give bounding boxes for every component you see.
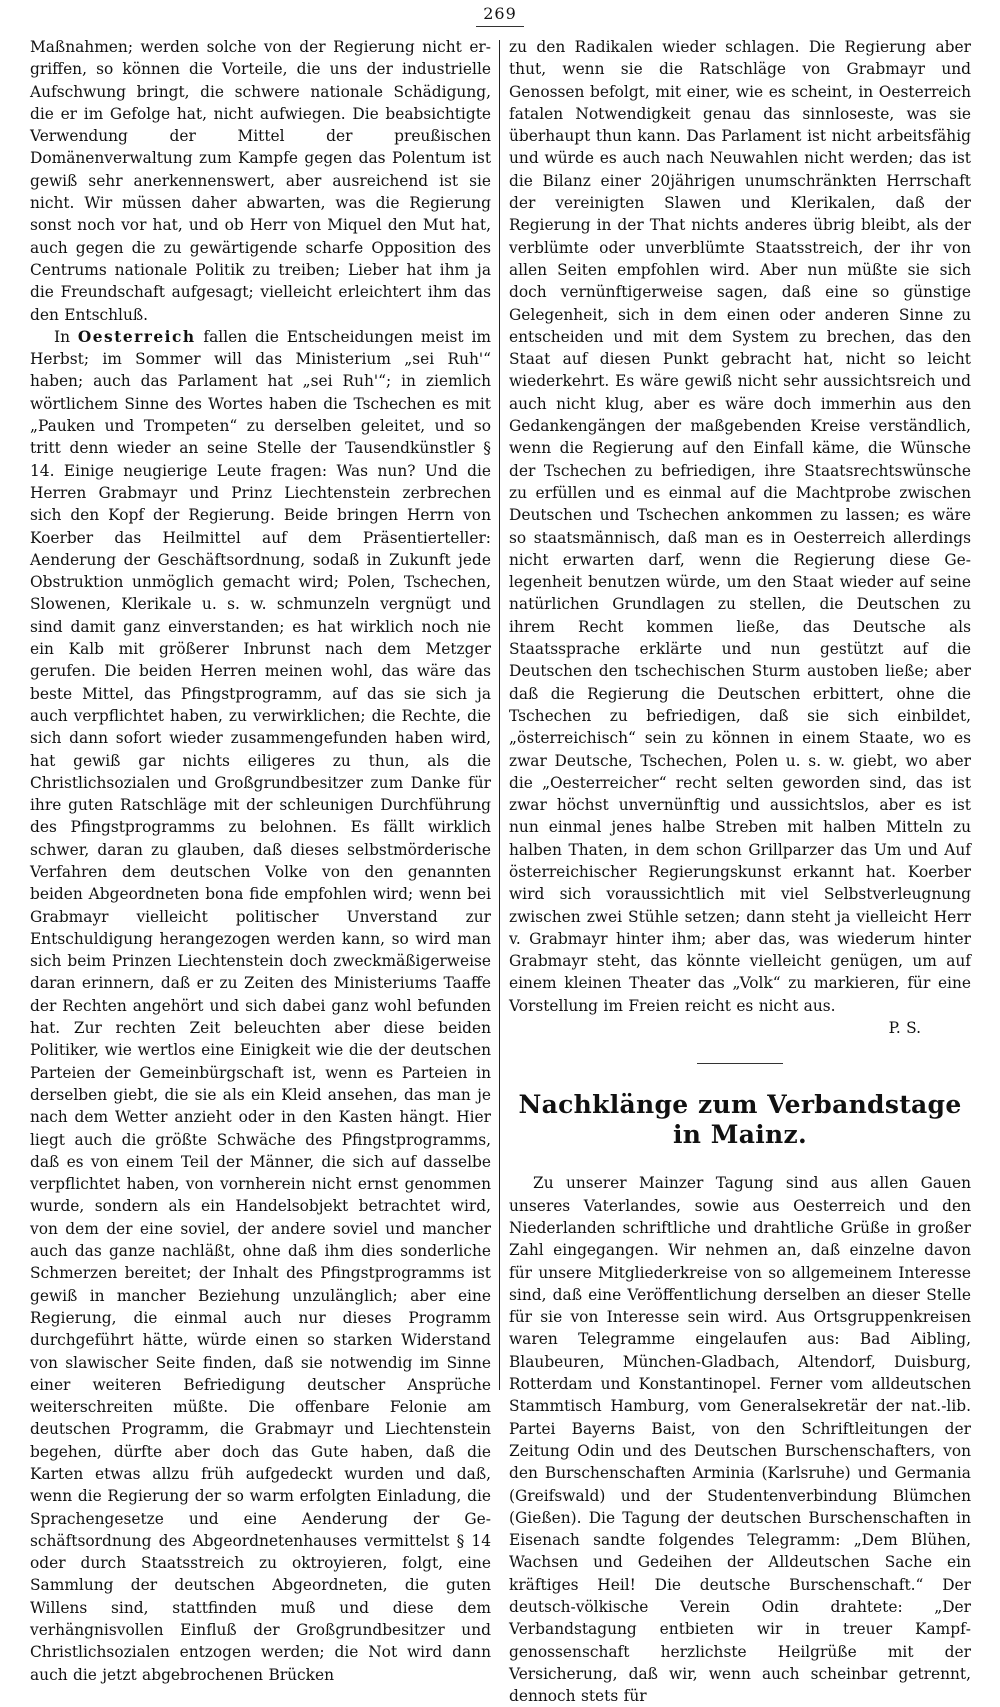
right-paragraph-2: Zu unserer Mainzer Tagung sind aus allen Gauen unseres Vaterlandes, sowie aus Oesterreich und den Niederlanden schriftliche und drahtliche Grüße in großer Zahl eingegangen. Wir nehmen an, daß einzelne davon für unsere Mitgliederkreise von so allgemeinem Interesse sind, daß eine Veröffentlichung derselben an dieser Stelle für sie von Interesse sein wird. Aus Ortsgruppenkreisen waren Telegramme eingelaufen aus: Bad Aibling, Blaubeuren, München-Gladbach, Altendorf, Duisburg, Rotterdam und Konstantinopel. Ferner vom alldeutschen Stammtisch Hamburg, vom Generalsekretär der nat.-lib. Partei Bayerns Baist, von den Schriftleitungen der Zeitung Odin und des Deutschen Burschenschafters, von den Burschenschaften Arminia (Karlsruhe) und Germania (Greifswald) und der Studentenverbindung Blümchen (Gießen). Die Tagung der deutschen Burschenschaften in Eisenach sandte folgendes Telegramm: „Dem Blühen, Wachsen und Gedeihen der Alldeutschen Sache ein kräftiges Heil! Die deutsche Burschenschaft.“ Der deutsch-völkische Verein Odin drahtete: „Der Verbandstagung entbieten wir in treuer Kampfgenossenschaft herzlichste Heilgrüße mit der Versicherung, daß wir, wenn auch scheinbar getrennt, dennoch stets für <box>509 1174 971 1706</box>
page-number: 269 <box>483 4 517 23</box>
left-column <box>30 36 491 1686</box>
emphasized-country-name: Oesterreich <box>77 327 196 346</box>
paragraph-body: fallen die Entscheidungen meist im Herbst; im Sommer will das Ministerium „sei Ruh'“ haben; auch das Parlament hat „sei Ruh'“; in ziemlich wörtlichem Sinne des Wortes haben die Tschechen es mit „Pauken und Trompeten“ zu derselben geleitet, und so tritt denn wieder an seine Stelle der Tausendkünstler § 14. Einige neugierige Leute fragen: Was nun? Und die Herren Grabmayr und Prinz Liechtenstein zerbrechen sich den Kopf der Regierung. Beide bringen Herrn von Koerber das Heilmittel auf dem Präsentierteller: Aenderung der Geschäftsordnung, sodaß in Zukunft jede Obstruktion unmöglich gemacht wird; Polen, Tschechen, Slowenen, Klerikale u. s. w. schmunzeln vergnügt und sind damit ganz einverstanden; es hat wirklich noch nie ein Kalb mit größerer Inbrunst nach dem Metzger gerufen. Die beiden Herren meinen wohl, das wäre das beste Mittel, das Pfingstprogramm, auf das sie sich ja auch verpflichtet haben, zu verwirklichen; die Rechte, die sich dann sofort wieder zusammengefunden haben wird, hat gewiß gar nichts eiligeres zu thun, als die Christlichsozialen und Großgrundbesitzer zum Danke für ihre guten Ratschläge mit der schleunigen Durchführung des Pfingstprogramms zu belohnen. Es fällt wirklich schwer, daran zu glauben, daß dieses selbstmörderische Verfahren dem deutschen Volke von den genannten beiden Abgeordneten bona fide empfohlen wird; wenn bei Grabmayr vielleicht politischer Unverstand zur Entschuldigung herangezogen werden kann, so wird man sich beim Prinzen Liechtenstein doch zweckmäßigerweise daran erinnern, daß er zu Zeiten des Ministeriums Taaffe der Rechten angehört und sich dabei ganz wohl befunden hat. Zur rechten Zeit beleuchten aber diese beiden Politiker, wie wertlos eine Einigkeit wie die der deutschen Parteien der Gemeinbürgschaft ist, wenn es Parteien in derselben giebt, die sie als ein Kleid ansehen, das man je nach dem Wetter anzieht oder in den Kasten hängt. Hier liegt auch die größte Schwäche des Pfingstprogramms, daß es von einem Teil der Männer, die sich auf dasselbe verpflichtet haben, von vornherein nicht ernst genommen wurde, sondern als ein Handelsobjekt betrachtet wird, von dem der eine soviel, der andere soviel und mancher auch das ganze nachläßt, ohne daß ihm dies sonderliche Schmerzen bereitet; der Inhalt des Pfingstprogramms ist gewiß in mancher Beziehung unzulänglich; aber eine Regierung, die einmal auch nur dieses Programm durchgeführt hätte, würde einen so starken Widerstand von slawischer Seite finden, daß sie notwendig im Sinne einer weiteren Befriedigung deutscher Ansprüche weiterschreiten müßte. Die offenbare Felonie am deutschen Programm, die Grabmayr und Liechtenstein begehen, dürfte aber doch das Gute haben, daß die Karten etwas allzu früh aufgedeckt wurden und daß, wenn die Regierung der so warm erfolgten Einladung, die Sprachengesetze und eine Aenderung der Geschäftsordnung des Abgeordnetenhauses vermittelst § 14 oder durch Staatsstreich zu oktroyieren, folgt, eine Sammlung der deutschen Abgeordneten, die guten Willens sind, stattfinden muß und diese dem verhängnisvollen Einfluß der Großgrundbesitzer und Christlichsozialen entzogen werden; die Not wird dann auch die jetzt abgebrochenen Brücken <box>30 327 491 1684</box>
page-number-rule <box>476 26 524 27</box>
section-heading: Nachklänge zum Verbandstage in Mainz. <box>518 1090 962 1150</box>
left-paragraph-1: Maßnahmen; werden solche von der Regierung nicht ergriffen, so können die Vorteile, die uns der industrielle Aufschwung bringt, die schwere nationale Schädigung, die er im Gefolge hat, nicht aufwiegen. Die beabsichtigte Verwendung der Mittel der preußischen Domänenverwaltung zum Kampfe gegen das Polentum ist gewiß sehr anerkennenswert, aber ausreichend ist sie nicht. Wir müssen daher abwarten, was die Regierung sonst noch vor hat, und ob Herr von Miquel den Mut hat, auch gegen die zu gewärtigende scharfe Opposition des Centrums nationale Politik zu treiben; Lieber hat ihm ja die Freundschaft aufgesagt; vielleicht erleichtert ihm das den Entschluß. <box>30 38 491 324</box>
section-divider <box>697 1063 783 1064</box>
paragraph-lead-word: In <box>54 327 70 346</box>
left-paragraph-2 <box>30 326 491 1686</box>
right-column <box>509 36 971 1707</box>
right-paragraph-1: zu den Radikalen wieder schlagen. Die Regierung aber thut, wenn sie die Ratschläge von Grabmayr und Genossen befolgt, mit einer, wie es scheint, in Oesterreich fatalen Notwendigkeit genau das sinnloseste, was sie überhaupt thun kann. Das Parlament ist nicht arbeitsfähig und würde es auch nach Neuwahlen nicht werden; das ist die Bilanz einer 20jährigen unumschränkten Herrschaft der vereinigten Slawen und Klerikalen, daß der Regierung in der That nichts anderes übrig bleibt, als der verblümte oder unverblümte Staatsstreich, der ihr von allen Seiten empfohlen wird. Aber nun müßte sie sich doch vernünftigerweise sagen, daß eine so günstige Gelegenheit, sich in dem einen oder anderen Sinne zu entscheiden und mit dem System zu brechen, das den Staat auf diesen Punkt gebracht hat, nicht so leicht wiederkehrt. Es wäre gewiß nicht sehr aussichtsreich und auch nicht klug, aber es wäre doch immerhin aus den Gedankengängen der maßgebenden Kreise verständlich, wenn die Regierung auf den Einfall käme, die Wünsche der Tschechen zu befriedigen, ihre Staatsrechtswünsche zu erfüllen und es einmal auf die Machtprobe zwischen Deutschen und Tschechen ankommen zu lassen; es wäre so staatsmännisch, daß man es in Oesterreich allerdings nicht erwarten darf, wenn die Regierung diese Gelegenheit benutzen würde, um den Staat wieder auf seine natürlichen Grundlagen zu stellen, die Deutschen zu ihrem Recht kommen ließe, das Deutsche als Staatssprache erklärte und nun gestützt auf die Deutschen den tschechischen Sturm austoben ließe; aber daß die Regierung die Deutschen erbittert, ohne die Tschechen zu befriedigen, daß sie sich einbildet, „österreichisch“ sein zu können in einem Staate, wo es zwar Deutsche, Tschechen, Polen u. s. w. giebt, wo aber die „Oesterreicher“ recht selten geworden sind, das ist zwar höchst unvernünftig und aussichtslos, aber es ist nun einmal jenes halbe Streben mit halben Mitteln zu halben Thaten, in dem schon Grillparzer das Um und Auf österreichischer Regierungskunst erkannt hat. Koerber wird sich voraussichtlich mit viel Selbstverleugnung zwischen zwei Stühle setzen; dann steht ja vielleicht Herr v. Grabmayr hinter ihm; aber das, was wiederum hinter Grabmayr steht, das könnte vielleicht genügen, um auf einem kleinen Theater das „Volk“ zu markieren, für eine Vorstellung im Freien reicht es nicht aus. <box>509 38 971 1015</box>
author-signature: P. S. <box>888 1019 921 1038</box>
column-divider <box>499 40 500 1390</box>
